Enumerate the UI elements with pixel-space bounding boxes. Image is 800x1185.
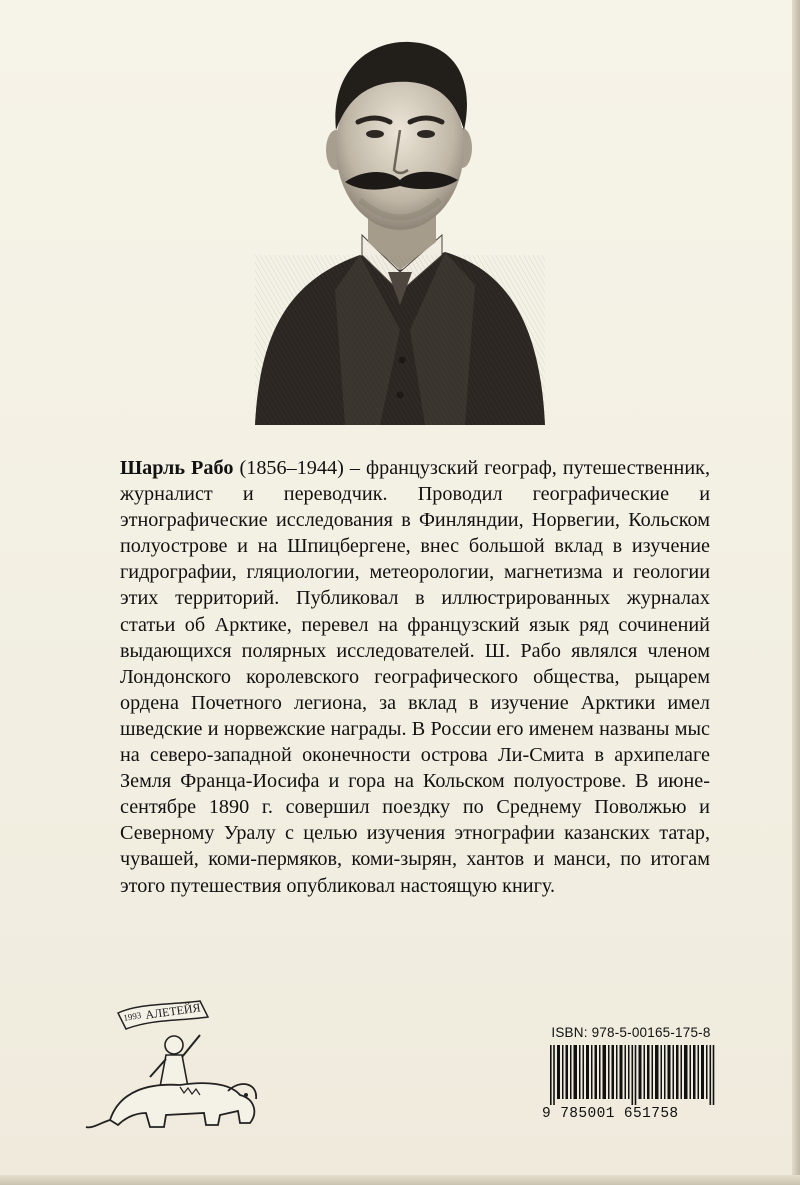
logo-name: АЛЕТЕЙЯ xyxy=(144,1000,202,1022)
cover-edge-right xyxy=(792,0,800,1185)
author-biography xyxy=(120,455,710,899)
isbn-label: ISBN: 978-5-00165-175-8 xyxy=(551,1025,711,1040)
barcode-digits: 9 785001 651758 xyxy=(542,1106,679,1122)
author-portrait-engraving xyxy=(250,30,550,430)
logo-year: 1993 xyxy=(122,1009,143,1023)
cover-edge-bottom xyxy=(0,1175,800,1185)
ean13-barcode xyxy=(550,1045,716,1105)
barcode-block xyxy=(542,1025,720,1125)
biography-text: (1856–1944) – французский географ, путешественник, журналист и переводчик. Проводил географические и этнографические исследования в Финляндии, Норвегии, Кольском полуострове и на Шпицбергене, внес большой вклад в изучение гидрографии, гляциологии, метеорологии, магнетизма и геологии этих территорий. Публиковал в иллюстрированных журналах статьи об Арктике, перевел на французский язык ряд сочинений выдающихся полярных исследователей. Ш. Рабо являлся членом Лондонского королевского географического общества, рыцарем ордена Почетного легиона, за вклад в изучение Арктики имел шведские и норвежские награды. В России его именем названы мыс на северо-западной оконечности острова Ли-Смита в архипелаге Земля Франца-Иосифа и гора на Кольском полуострове. В июне-сентябре 1890 г. совершил поездку по Среднему Поволжью и Северному Уралу с целью изучения этнографии казанских татар, чувашей, коми-пермяков, коми-зырян, хантов и манси, по итогам этого путешествия опубликовал настоящую книгу. xyxy=(120,457,710,897)
author-name: Шарль Рабо xyxy=(120,457,234,479)
publisher-logo xyxy=(80,995,280,1135)
